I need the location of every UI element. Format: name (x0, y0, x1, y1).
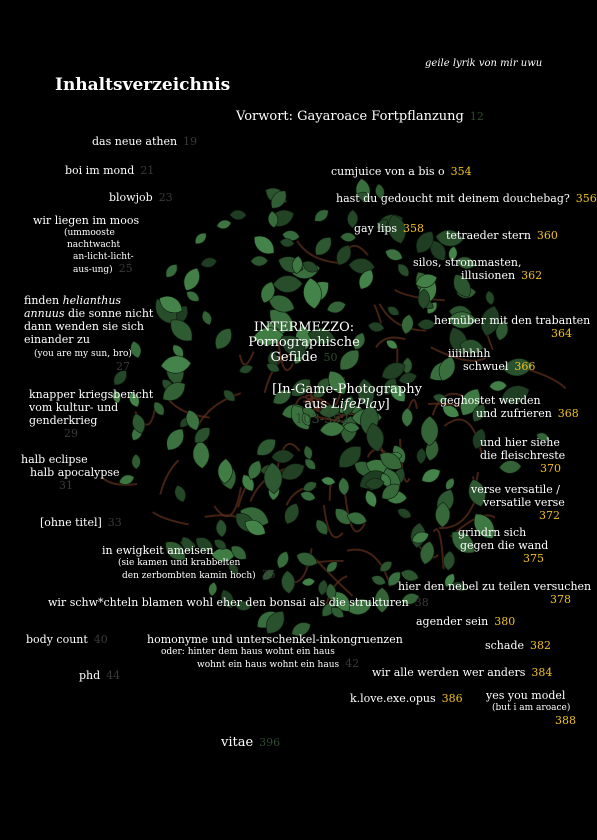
toc-text: genderkrieg (29, 414, 98, 427)
ivy-leaf (163, 262, 180, 280)
toc-text: homonyme und unterschenkel-inkongruenzen (147, 633, 403, 646)
ivy-leaf (132, 454, 141, 469)
toc-text: yes you model (486, 689, 566, 702)
toc-entry[interactable] (471, 483, 565, 522)
toc-text: (you are my sun, bro) (34, 349, 132, 359)
page-number: 370 (540, 462, 561, 475)
toc-text: annuus (24, 307, 65, 320)
ivy-leaf (326, 299, 348, 315)
page-number: 366 (514, 360, 536, 373)
toc-text: LifePlay (331, 397, 385, 412)
toc-text: das neue athen (92, 135, 178, 148)
page-number: 44 (106, 669, 121, 682)
toc-text: agender sein (416, 615, 489, 628)
toc-entry[interactable] (33, 214, 139, 276)
toc-text: dann wenden sie sich (24, 320, 144, 333)
ivy-leaf (207, 581, 218, 596)
page-number: 356 (575, 192, 597, 205)
ivy-leaf (200, 309, 214, 326)
ivy-leaf (400, 313, 415, 335)
toc-entry[interactable] (336, 192, 597, 205)
toc-text: illusionen (461, 269, 516, 282)
toc-text (272, 397, 422, 412)
toc-text: wir alle werden wer anders (372, 666, 526, 679)
toc-entry-vitae[interactable] (221, 735, 280, 750)
ivy-leaf (338, 477, 350, 496)
toc-text: tetraeder stern (446, 229, 531, 242)
toc-text: und zufrieren (476, 407, 552, 420)
toc-entry[interactable] (40, 516, 122, 529)
page-number: 29 (64, 427, 78, 440)
toc-entry[interactable] (48, 596, 429, 609)
toc-entry[interactable] (485, 639, 551, 652)
page-number: 12 (469, 110, 484, 123)
toc-text: wir schw*chteln blamen wohl eher den bonsai als die strukturen (48, 596, 409, 609)
page-number: 25 (118, 262, 133, 275)
toc-entry[interactable] (372, 666, 552, 679)
toc-entry[interactable] (109, 191, 173, 204)
toc-text: vitae (221, 735, 254, 750)
toc-text: aus-ung) (73, 265, 113, 275)
toc-text: gegen die wand (460, 539, 549, 552)
toc-entry[interactable] (29, 388, 153, 440)
ivy-leaf (312, 207, 331, 225)
toc-entry-intermezzo[interactable] (244, 320, 364, 365)
toc-entry[interactable] (434, 314, 590, 340)
toc-entry[interactable] (350, 692, 463, 705)
page-number: 386 (441, 692, 463, 705)
toc-entry[interactable] (65, 164, 154, 177)
toc-text: einander zu (24, 333, 90, 346)
toc-text: die sonne nicht (64, 307, 154, 320)
page-number: 27 (116, 360, 130, 373)
toc-text: halb apocalypse (30, 466, 120, 479)
ivy-leaf (180, 265, 204, 294)
page-number: 103-352 (294, 412, 350, 427)
ivy-leaf (211, 325, 236, 353)
toc-text: aus (304, 397, 332, 412)
ivy-leaf (302, 445, 314, 461)
ivy-leaf (281, 570, 296, 594)
toc-text: knapper kriegsbericht (29, 388, 154, 401)
page-number: 368 (557, 407, 579, 420)
toc-text: INTERMEZZO: (253, 320, 355, 335)
toc-text: oder: hinter dem haus wohnt ein haus (161, 647, 335, 657)
toc-text: [ohne titel] (40, 516, 102, 529)
toc-entry-ingame[interactable] (272, 382, 422, 427)
toc-text: [In-Game-Photography (272, 382, 422, 397)
toc-text: body count (26, 633, 88, 646)
toc-entry[interactable] (21, 453, 120, 492)
toc-text: Pornographische (248, 335, 360, 350)
ivy-leaf (311, 233, 335, 259)
toc-text: schade (485, 639, 524, 652)
ivy-leaf (281, 501, 302, 527)
vine-stem (214, 487, 241, 516)
toc-text: grindrn sich (458, 526, 527, 539)
toc-text: phd (79, 669, 101, 682)
ivy-leaf (250, 231, 279, 258)
toc-text: (sie kamen und krabbelten (118, 558, 241, 568)
page-number: 33 (107, 516, 122, 529)
ivy-leaf (383, 246, 404, 263)
vine-stem (205, 515, 237, 517)
page-number: 396 (259, 736, 281, 749)
toc-text (461, 269, 542, 282)
vine-stem (374, 305, 381, 324)
ivy-leaf (363, 488, 380, 509)
toc-text (73, 263, 139, 276)
tagline: geile lyrik von mir uwu (425, 58, 543, 69)
page-number: 362 (521, 269, 543, 282)
toc-text: hast du gedoucht mit deinem douchebag? (336, 192, 570, 205)
page-number: 378 (550, 593, 571, 606)
ivy-leaf (419, 465, 443, 486)
ivy-leaf (395, 261, 412, 279)
toc-text: hernüber mit den trabanten (434, 314, 591, 327)
ivy-leaf (396, 506, 413, 521)
toc-text: wohnt ein haus wohnt ein haus (197, 660, 340, 670)
ivy-leaf (184, 288, 201, 304)
toc-text: hier den nebel zu teilen versuchen (398, 580, 592, 593)
toc-text: und hier siehe (480, 436, 560, 449)
toc-entry[interactable] (24, 294, 153, 373)
ivy-leaf (274, 549, 291, 570)
ivy-leaf (416, 448, 426, 464)
toc-text: gay lips (354, 222, 398, 235)
page-number: 380 (494, 615, 516, 628)
toc-entry[interactable] (79, 669, 120, 682)
toc-text: (ummooste (64, 228, 115, 238)
ivy-leaf (370, 573, 387, 587)
toc-text: Gefilde (270, 350, 318, 365)
page-number: 364 (551, 327, 572, 340)
toc-entry[interactable] (446, 229, 558, 242)
toc-entry[interactable] (480, 436, 565, 475)
page-number: 19 (183, 135, 198, 148)
toc-text: Vorwort: Gayaroace Fortpflanzung (236, 109, 464, 124)
ivy-leaf (200, 256, 218, 269)
toc-text: boi im mond (65, 164, 135, 177)
vine-stem (434, 529, 444, 569)
page-number: 21 (140, 164, 155, 177)
page-number: 23 (158, 191, 173, 204)
ivy-leaf (367, 321, 385, 333)
ivy-leaf (251, 256, 268, 266)
toc-text: den zerbombten kamin hoch) (122, 571, 256, 581)
toc-entry[interactable] (331, 165, 472, 178)
toc-text: verse versatile / (471, 483, 560, 496)
ivy-leaf (321, 476, 336, 486)
toc-text: an-licht-licht- (73, 252, 134, 262)
ivy-leaf (162, 425, 188, 454)
ivy-leaf (273, 275, 302, 292)
page-number: 358 (403, 222, 425, 235)
toc-text: (but i am aroace) (492, 703, 571, 713)
page-number: 42 (345, 657, 360, 670)
toc-text: schwuel (463, 360, 509, 373)
toc-text: blowjob (109, 191, 153, 204)
toc-text: vom kultur- und (29, 401, 119, 414)
toc-entry[interactable] (92, 135, 197, 148)
toc-text: nachtwacht (67, 240, 121, 250)
toc-entry-vorwort[interactable] (236, 109, 484, 124)
ivy-leaf (489, 380, 507, 391)
ivy-leaf (484, 290, 495, 306)
ivy-leaf (443, 476, 456, 491)
toc-entry[interactable] (440, 394, 579, 420)
vine-stem (153, 512, 189, 524)
ivy-leaf (230, 210, 247, 220)
toc-entry[interactable] (448, 347, 535, 373)
toc-entry[interactable] (416, 615, 515, 628)
toc-entry[interactable] (102, 544, 276, 582)
toc-text: k.love.exe.opus (350, 692, 436, 705)
toc-text: wir liegen im moos (33, 214, 140, 227)
toc-text: helianthus (62, 294, 122, 307)
toc-entry[interactable] (354, 222, 424, 235)
page-number: 372 (539, 509, 560, 522)
ivy-leaf (301, 577, 315, 586)
page-number: 35 (261, 568, 276, 581)
toc-entry[interactable] (413, 256, 542, 282)
toc-text (476, 407, 579, 420)
page-number: 360 (536, 229, 558, 242)
page-number: 40 (93, 633, 108, 646)
page-number: 31 (59, 479, 73, 492)
toc-text (24, 294, 153, 307)
toc-text: geghostet werden (440, 394, 541, 407)
toc-text: versatile verse (483, 496, 565, 509)
ivy-leaf (299, 490, 316, 503)
ivy-leaf (271, 449, 294, 464)
ivy-leaf (192, 440, 210, 469)
toc-text: in ewigkeit ameisen (102, 544, 214, 557)
toc-entry[interactable] (147, 633, 403, 671)
toc-text: halb eclipse (21, 453, 88, 466)
page-number: 375 (523, 552, 544, 565)
toc-text: silos, strommasten, (413, 256, 522, 269)
page-number: 384 (531, 666, 553, 679)
toc-entry[interactable] (26, 633, 108, 646)
toc-text: cumjuice von a bis o (331, 165, 445, 178)
toc-text: finden (24, 294, 63, 307)
toc-text (122, 569, 276, 582)
toc-text: die fleischreste (480, 449, 566, 462)
toc-text: ] (384, 397, 390, 412)
page-number: 38 (414, 596, 429, 609)
page-number: 354 (450, 165, 472, 178)
ivy-leaf (192, 230, 208, 246)
page-title: Inhaltsverzeichnis (55, 75, 231, 95)
toc-text (24, 307, 153, 320)
toc-entry[interactable] (458, 526, 548, 565)
ivy-leaf (215, 519, 227, 538)
toc-text (463, 360, 535, 373)
ivy-leaf (160, 355, 191, 375)
ivy-leaf (301, 479, 318, 493)
page-number: 382 (530, 639, 551, 652)
ivy-leaf (216, 219, 232, 231)
toc-entry[interactable] (486, 689, 576, 727)
toc-text (244, 350, 364, 365)
page-number: 50 (323, 351, 338, 364)
toc-text: iiiihhhh (448, 347, 491, 360)
ivy-leaf (417, 319, 435, 330)
toc-entry[interactable] (398, 580, 591, 606)
page-number: 388 (555, 714, 576, 727)
ivy-leaf (172, 484, 188, 504)
